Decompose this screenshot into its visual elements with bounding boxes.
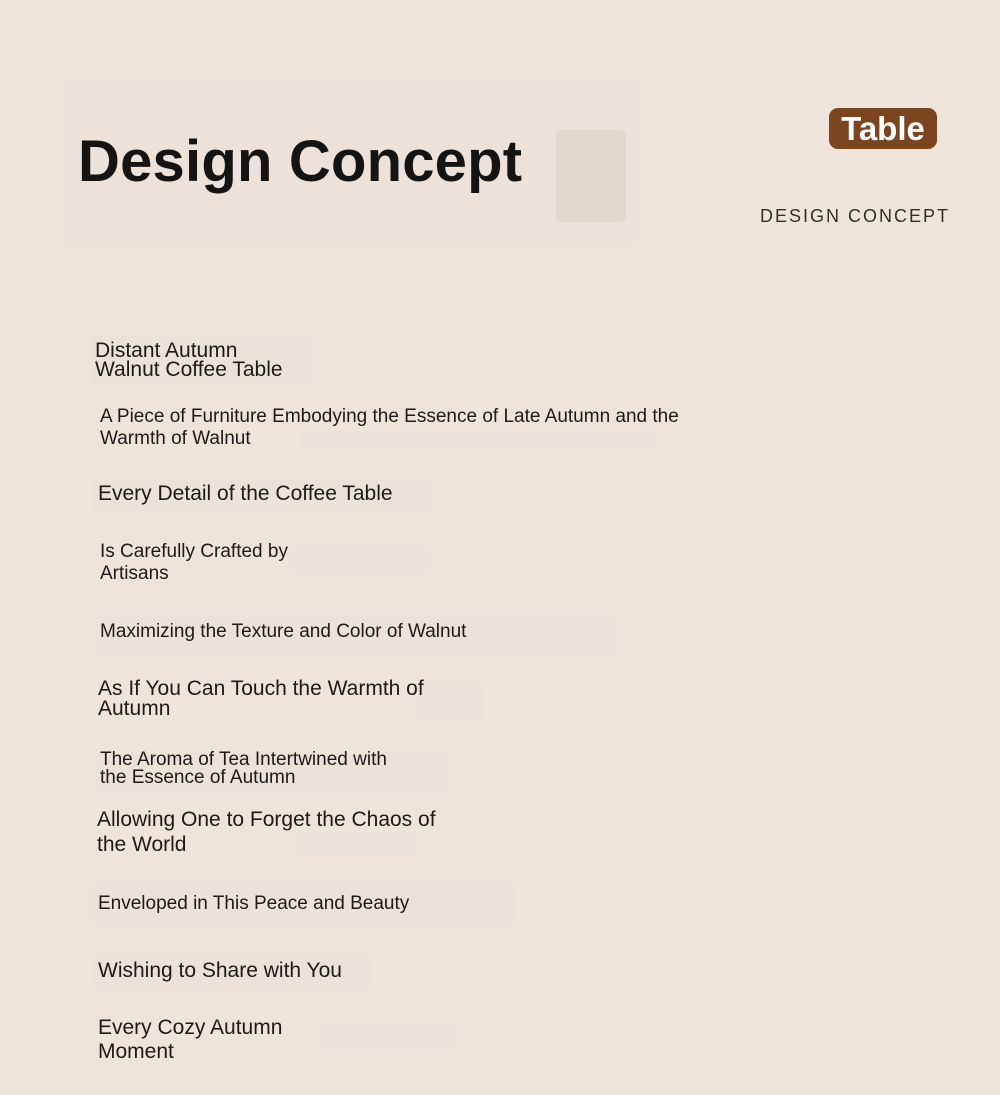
concept-line-10 — [98, 959, 342, 983]
concept-line-1-part-2: Walnut Coffee Table — [95, 358, 283, 381]
concept-line-4-part-1: Is Carefully Crafted by — [100, 541, 288, 562]
concept-line-8-part-1: Allowing One to Forget the Chaos of — [97, 808, 436, 831]
concept-line-8-part-2: the World — [97, 833, 187, 856]
concept-line-6 — [98, 679, 424, 719]
concept-line-7 — [100, 751, 387, 787]
concept-line-11-part-1: Every Cozy Autumn — [98, 1016, 283, 1039]
concept-line-2-part-2: Warmth of Walnut — [100, 428, 251, 449]
concept-line-4-part-2: Artisans — [100, 563, 169, 584]
concept-line-4 — [100, 541, 288, 585]
concept-line-11 — [98, 1016, 282, 1064]
section-subtitle: DESIGN CONCEPT — [760, 206, 951, 226]
concept-line-6-part-1: As If You Can Touch the Warmth of — [98, 677, 424, 700]
concept-line-1 — [95, 341, 283, 379]
concept-line-9-part-1: Enveloped in This Peace and Beauty — [98, 893, 410, 914]
concept-line-1-part-1: Distant Autumn — [95, 339, 238, 362]
category-badge: Table — [829, 108, 937, 149]
concept-line-7-part-1: The Aroma of Tea Intertwined with — [100, 749, 387, 770]
concept-line-8 — [97, 807, 436, 857]
concept-line-10-part-1: Wishing to Share with You — [98, 959, 342, 982]
concept-line-6-part-1b: Autumn — [98, 697, 171, 720]
concept-line-5-part-1: Maximizing the Texture and Color of Walnut — [100, 621, 467, 642]
page-title: Design Concept — [78, 129, 523, 194]
concept-line-11-part-2: Moment — [98, 1040, 174, 1063]
concept-line-3-part-1: Every Detail of the Coffee Table — [98, 482, 393, 505]
concept-line-2-part-1: A Piece of Furniture Embodying the Essence of Late Autumn and the — [100, 406, 679, 427]
concept-line-2 — [100, 406, 679, 450]
concept-line-7-part-2: the Essence of Autumn — [100, 767, 296, 788]
concept-line-9 — [98, 893, 409, 915]
concept-line-3 — [98, 482, 393, 506]
concept-line-5 — [100, 621, 466, 643]
header-decoration — [556, 130, 626, 222]
